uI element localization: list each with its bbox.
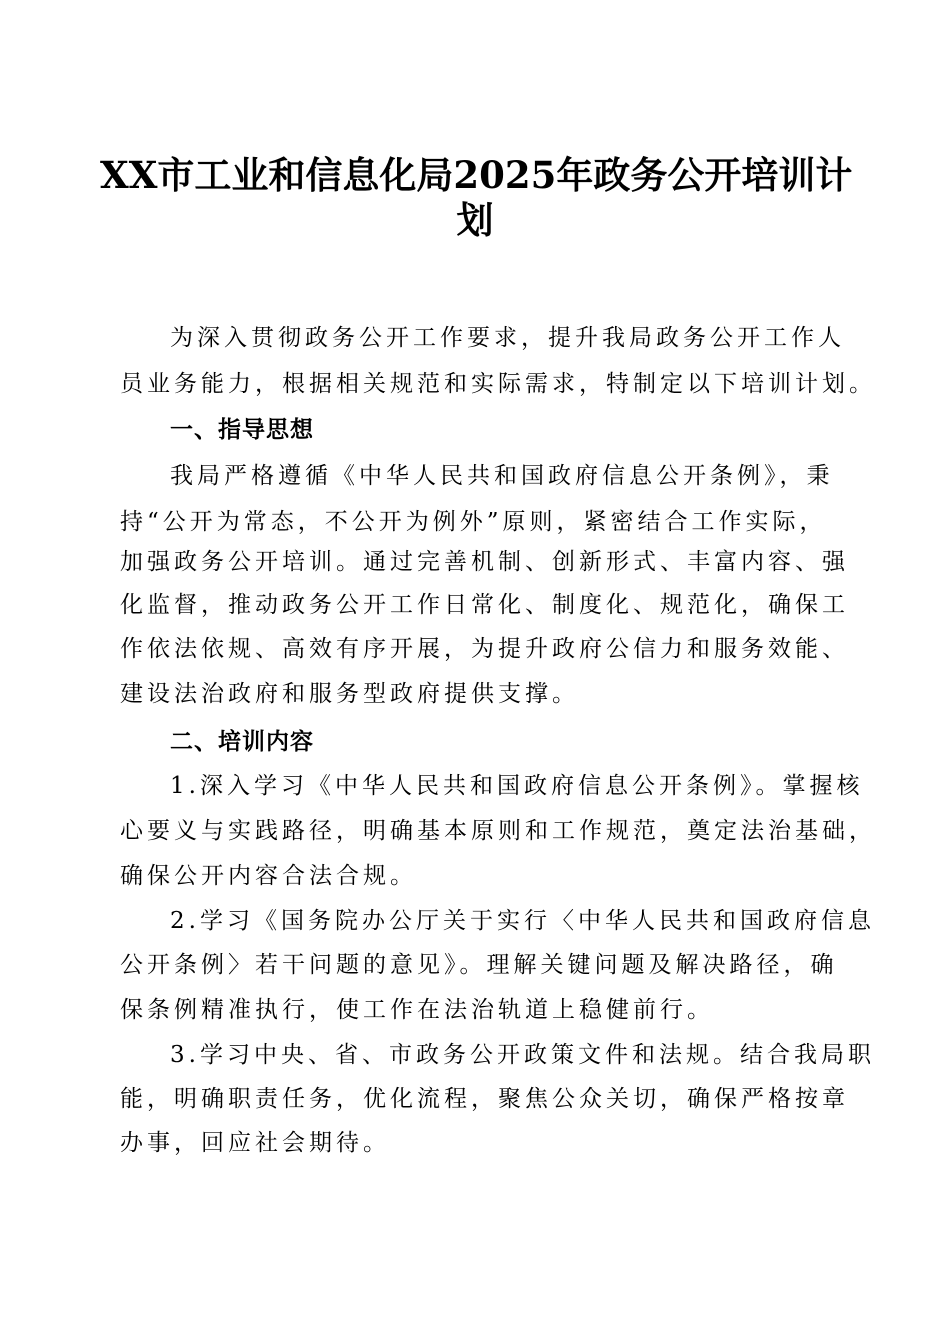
intro-line-2: 员业务能力，根据相关规范和实际需求，特制定以下培训计划。 — [120, 371, 876, 397]
list-item-2-line: 保条例精准执行，使工作在法治轨道上稳健前行。 — [120, 997, 714, 1023]
paragraph-line: 持“公开为常态，不公开为例外”原则，紧密结合工作实际， — [120, 509, 827, 535]
list-item-2-line: 2.学习《国务院办公厅关于实行〈中华人民共和国政府信息 — [170, 908, 875, 934]
section-heading-training-content: 二、培训内容 — [170, 729, 314, 755]
list-item-3-line: 办事，回应社会期待。 — [120, 1130, 390, 1156]
list-item-3-line: 能，明确职责任务，优化流程，聚焦公众关切，确保严格按章 — [120, 1086, 849, 1112]
intro-line-1: 为深入贯彻政务公开工作要求，提升我局政务公开工作人 — [170, 325, 845, 351]
document-title-line-1: XX市工业和信息化局2025年政务公开培训计 — [100, 153, 853, 197]
paragraph-line: 化监督，推动政务公开工作日常化、制度化、规范化，确保工 — [120, 592, 849, 618]
list-item-1-line: 1.深入学习《中华人民共和国政府信息公开条例》。掌握核 — [170, 773, 864, 799]
document-title-line-2: 划 — [456, 198, 494, 242]
list-item-1-line: 心要义与实践路径，明确基本原则和工作规范，奠定法治基础， — [120, 818, 876, 844]
section-heading-guiding-thought: 一、指导思想 — [170, 417, 314, 443]
paragraph-line: 我局严格遵循《中华人民共和国政府信息公开条例》，秉 — [170, 463, 834, 489]
list-item-1-line: 确保公开内容合法合规。 — [120, 863, 417, 889]
list-item-3-line: 3.学习中央、省、市政务公开政策文件和法规。结合我局职 — [170, 1042, 875, 1068]
list-item-2-line: 公开条例〉若干问题的意见》。理解关键问题及解决路径，确 — [120, 952, 838, 978]
paragraph-line: 加强政务公开培训。通过完善机制、创新形式、丰富内容、强 — [120, 549, 849, 575]
paragraph-line: 建设法治政府和服务型政府提供支撑。 — [120, 681, 579, 707]
paragraph-line: 作依法依规、高效有序开展，为提升政府公信力和服务效能、 — [120, 636, 849, 662]
